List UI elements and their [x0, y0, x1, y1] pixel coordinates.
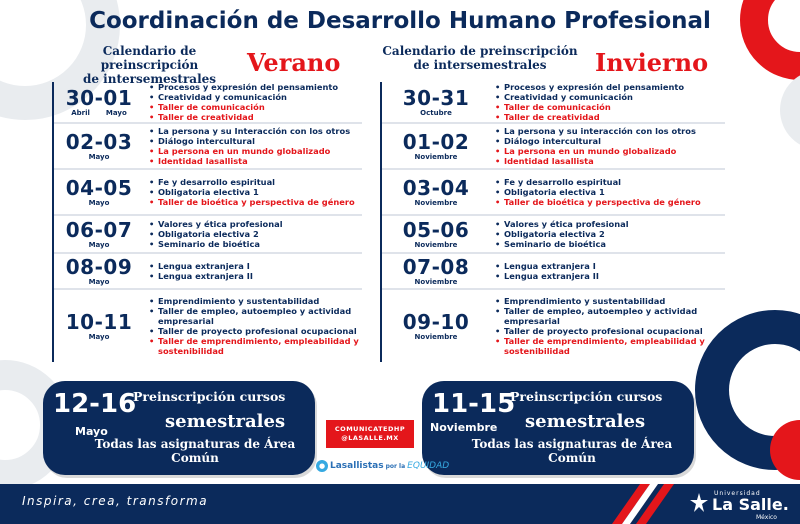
footer-slogan: Inspira, crea, transforma [22, 494, 209, 508]
invierno-semestral-banner [422, 381, 694, 475]
invierno-row-4 [382, 216, 725, 254]
invierno-column [380, 42, 725, 362]
contact-line2: @LASALLE.MX [341, 434, 399, 442]
decor-dot-bottom-right [770, 420, 800, 480]
invierno-row-2 [382, 124, 725, 170]
verano-subtitle-line1: Calendario de preinscripción [100, 44, 199, 72]
row-date-month: Noviembre [414, 240, 458, 249]
list-item: • Seminario de bioética [494, 239, 629, 249]
row-date-range: 03-04 [402, 175, 470, 200]
equity-text-mid: por la [385, 462, 406, 470]
row-date-range: 30-31 [402, 85, 470, 110]
row-date-month: Mayo [88, 277, 110, 286]
row-date [382, 216, 490, 252]
footer-bar [0, 484, 800, 524]
list-item: • Taller de proyecto profesional ocupacional [148, 326, 362, 336]
contact-line1: COMUNICATEDHP [334, 425, 406, 433]
row-date-month: Mayo [88, 332, 110, 341]
row-course-list [144, 124, 350, 168]
list-item: • Creatividad y comunicación [148, 92, 338, 102]
verano-column [52, 42, 362, 362]
row-month-b: Mayo [105, 108, 127, 117]
row-course-list [490, 124, 696, 168]
invierno-rows [380, 82, 725, 362]
row-month-a: Abril [71, 108, 90, 117]
equity-text-b: EQUIDAD [407, 461, 450, 471]
invierno-season-label: Invierno [595, 48, 709, 77]
row-date [382, 124, 490, 168]
list-item: • Taller de comunicación [494, 102, 684, 112]
invierno-row-6 [382, 290, 725, 362]
row-course-list [144, 82, 338, 122]
list-item: • Taller de creatividad [148, 112, 338, 122]
row-date-range: 06-07 [65, 217, 133, 242]
row-date [382, 290, 490, 362]
list-item: • Creatividad y comunicación [494, 92, 684, 102]
row-date-month: Noviembre [414, 198, 458, 207]
equity-logo [316, 460, 449, 472]
row-date-range: 30-01 [65, 85, 133, 110]
list-item: • La persona en un mundo globalizado [148, 146, 350, 156]
row-date-month: Noviembre [414, 152, 458, 161]
verano-row-4 [54, 216, 362, 254]
list-item: • Diálogo intercultural [494, 136, 696, 146]
row-date-month: Mayo [88, 198, 110, 207]
row-date [54, 216, 144, 252]
list-item: • Identidad lasallista [148, 156, 350, 166]
list-item: • Emprendimiento y sustentabilidad [494, 296, 725, 306]
list-item: • Taller de creatividad [494, 112, 684, 122]
list-item: • Valores y ética profesional [148, 219, 283, 229]
banner-dates: 12-16 [53, 389, 137, 419]
invierno-header [380, 42, 725, 82]
verano-row-2 [54, 124, 362, 170]
equity-icon: ● [316, 460, 328, 472]
row-date [382, 170, 490, 214]
banner-month: Mayo [75, 425, 108, 438]
contact-badge [326, 420, 414, 448]
row-date [382, 82, 490, 122]
list-item: • Lengua extranjera II [148, 271, 253, 281]
row-date [54, 82, 144, 122]
decor-shape-right [780, 70, 800, 150]
page-title: Coordinación de Desarrollo Humano Profesional [89, 8, 711, 34]
row-date-range: 08-09 [65, 254, 133, 279]
invierno-row-5 [382, 254, 725, 290]
list-item: • La persona y su interacción con los otros [494, 126, 696, 136]
list-item: • Lengua extranjera I [494, 261, 599, 271]
list-item: • Procesos y expresión del pensamiento [148, 82, 338, 92]
list-item: • Obligatoria electiva 2 [148, 229, 283, 239]
logo-mexico: México [756, 514, 777, 521]
row-course-list [144, 254, 253, 288]
row-date-months [71, 109, 127, 118]
list-item: • Taller de empleo, autoempleo y actividad empresarial [494, 306, 725, 326]
banner-preinscription: Preinscripción cursos [510, 389, 663, 404]
row-course-list [490, 254, 599, 288]
list-item: • Taller de emprendimiento, empleabilidad y sostenibilidad [148, 336, 362, 356]
invierno-subtitle-line1: Calendario de preinscripción [382, 44, 578, 58]
logo-universidad: Universidad [714, 490, 761, 497]
row-date-month: Mayo [88, 240, 110, 249]
row-course-list [490, 82, 684, 122]
row-course-list [144, 290, 362, 362]
list-item: • Obligatoria electiva 2 [494, 229, 629, 239]
banner-semestrales: semestrales [525, 411, 646, 432]
row-course-list [490, 170, 701, 214]
list-item: • Valores y ética profesional [494, 219, 629, 229]
banner-dates: 11-15 [432, 389, 516, 419]
row-date [54, 124, 144, 168]
list-item: • Lengua extranjera II [494, 271, 599, 281]
list-item: • Taller de empleo, autoempleo y actividad empresarial [148, 306, 362, 326]
verano-row-5 [54, 254, 362, 290]
row-date [54, 254, 144, 288]
verano-row-3 [54, 170, 362, 216]
verano-row-1 [54, 82, 362, 124]
list-item: • Fe y desarrollo espiritual [148, 177, 355, 187]
equity-text-a: Lasallistas [330, 461, 384, 471]
banner-preinscription: Preinscripción cursos [133, 389, 286, 404]
list-item: • Lengua extranjera I [148, 261, 253, 271]
row-date [382, 254, 490, 288]
verano-season-label: Verano [247, 48, 341, 77]
list-item: • Taller de comunicación [148, 102, 338, 112]
row-date-month: Octubre [420, 108, 452, 117]
list-item: • Identidad lasallista [494, 156, 696, 166]
invierno-row-1 [382, 82, 725, 124]
row-date-range: 01-02 [402, 129, 470, 154]
row-date-range: 07-08 [402, 254, 470, 279]
list-item: • Obligatoria electiva 1 [494, 187, 701, 197]
row-date-range: 04-05 [65, 175, 133, 200]
banner-all-subjects: Todas las asignaturas de Área Común [471, 437, 673, 465]
list-item: • Taller de emprendimiento, empleabilidad y sostenibilidad [494, 336, 725, 356]
list-item: • Fe y desarrollo espiritual [494, 177, 701, 187]
row-date-range: 05-06 [402, 217, 470, 242]
list-item: • Emprendimiento y sustentabilidad [148, 296, 362, 306]
list-item: • Diálogo intercultural [148, 136, 350, 146]
invierno-row-3 [382, 170, 725, 216]
row-date-month: Noviembre [414, 277, 458, 286]
banner-semestrales: semestrales [165, 411, 286, 432]
verano-subtitle-line2: de intersemestrales [82, 72, 217, 86]
lasalle-logo [690, 489, 790, 521]
list-item: • Obligatoria electiva 1 [148, 187, 355, 197]
list-item: • Taller de bioética y perspectiva de género [148, 197, 355, 207]
row-course-list [490, 216, 629, 252]
row-course-list [490, 290, 725, 362]
verano-row-6 [54, 290, 362, 362]
list-item: • La persona en un mundo globalizado [494, 146, 696, 156]
list-item: • Taller de proyecto profesional ocupacional [494, 326, 725, 336]
verano-subtitle [52, 44, 247, 86]
row-date [54, 290, 144, 362]
list-item: • La persona y su Interacción con los otros [148, 126, 350, 136]
verano-rows [52, 82, 362, 362]
row-date-month: Noviembre [414, 332, 458, 341]
row-date-range: 09-10 [402, 309, 470, 334]
row-course-list [144, 216, 283, 252]
row-date-range: 10-11 [65, 309, 133, 334]
lasalle-star-icon [690, 493, 708, 513]
banner-month: Noviembre [430, 421, 498, 434]
banner-all-subjects: Todas las asignaturas de Área Común [94, 437, 296, 465]
list-item: • Taller de bioética y perspectiva de género [494, 197, 701, 207]
verano-header [52, 42, 362, 86]
verano-semestral-banner [43, 381, 315, 475]
row-course-list [144, 170, 355, 214]
row-date-range: 02-03 [65, 129, 133, 154]
row-date-month: Mayo [88, 152, 110, 161]
logo-name: La Salle. [712, 495, 789, 514]
list-item: • Procesos y expresión del pensamiento [494, 82, 684, 92]
invierno-subtitle-line2: de intersemestrales [413, 58, 547, 72]
row-date [54, 170, 144, 214]
list-item: • Seminario de bioética [148, 239, 283, 249]
invierno-subtitle [380, 44, 580, 72]
